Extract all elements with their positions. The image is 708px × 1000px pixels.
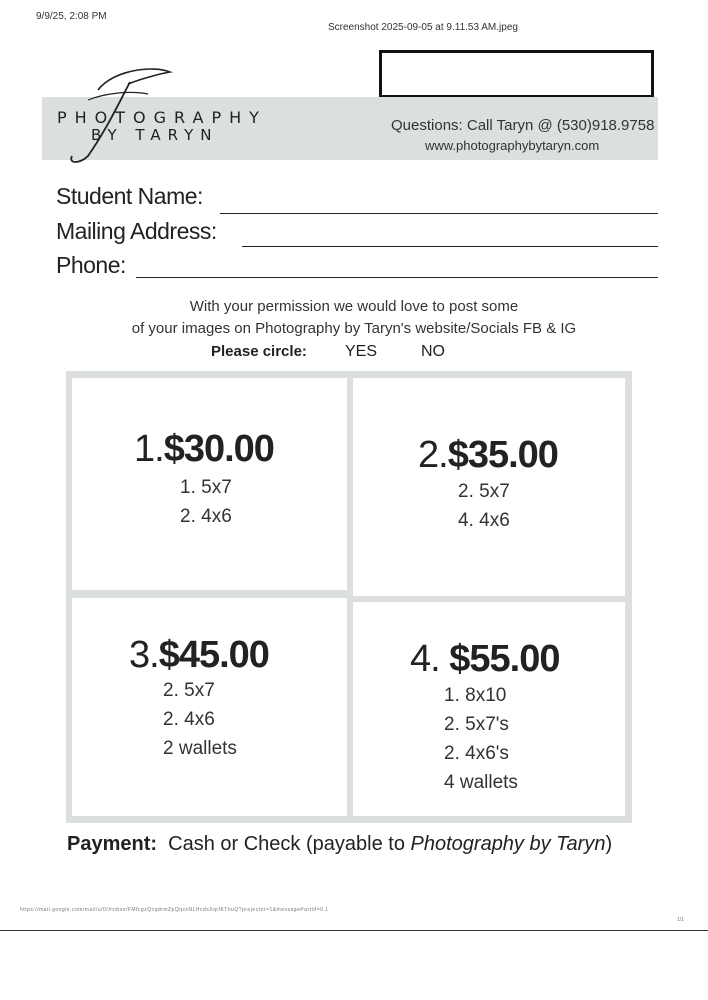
package-1-price: $30.00	[163, 428, 274, 470]
payment-payee: Photography by Taryn	[410, 833, 606, 855]
package-1-title	[134, 428, 274, 471]
footer-page-number: 1/1	[677, 917, 684, 923]
yes-option[interactable]: YES	[345, 343, 378, 360]
payment-text: Cash or Check (payable to	[168, 833, 405, 855]
brand-name: PHOTOGRAPHY	[57, 108, 267, 127]
package-4-item: 1. 8x10	[444, 685, 507, 706]
payment-label: Payment:	[67, 833, 158, 855]
footer-url: https://mail.google.com/mail/u/0/#inbox/FMfcgzQcqdrmZpQqxxNLHcdsXqrfKThuQ?projector=1&messagePartId=0.1	[20, 907, 329, 913]
phone-field[interactable]	[136, 277, 658, 278]
package-2-price: $35.00	[447, 434, 558, 476]
package-2-item: 4. 4x6	[458, 510, 510, 531]
package-1-number: 1.	[134, 428, 164, 470]
package-3-title	[129, 634, 269, 677]
package-4-title	[410, 638, 559, 681]
package-4-item: 2. 5x7's	[444, 714, 509, 735]
office-use-box[interactable]	[379, 50, 654, 98]
permission-line-2: of your images on Photography by Taryn's website/Socials FB & IG	[131, 320, 577, 337]
contact-phone: Questions: Call Taryn @ (530)918.9758	[391, 117, 655, 134]
footer-divider	[0, 930, 708, 931]
package-2-title	[418, 434, 558, 477]
package-3-item: 2. 5x7	[163, 680, 215, 701]
package-3-item: 2 wallets	[163, 738, 237, 759]
package-4-item: 4 wallets	[444, 772, 518, 793]
phone-label: Phone:	[56, 252, 126, 278]
package-1-item: 2. 4x6	[180, 506, 232, 527]
package-3-price: $45.00	[158, 634, 269, 676]
payment-line	[67, 833, 612, 856]
package-1-item: 1. 5x7	[180, 477, 232, 498]
payment-close: )	[605, 833, 613, 855]
student-name-label: Student Name:	[56, 183, 203, 209]
brand-byline: BY TARYN	[91, 126, 219, 144]
student-name-field[interactable]	[220, 213, 658, 214]
please-circle-label: Please circle:	[211, 343, 307, 360]
mailing-address-label: Mailing Address:	[56, 218, 217, 244]
contact-website[interactable]: www.photographybytaryn.com	[425, 138, 600, 153]
package-2-item: 2. 5x7	[458, 481, 510, 502]
package-4-price: $55.00	[449, 638, 560, 680]
package-4-item: 2. 4x6's	[444, 743, 509, 764]
package-2-number: 2.	[418, 434, 448, 476]
package-3-number: 3.	[129, 634, 159, 676]
print-file-title: Screenshot 2025-09-05 at 9.11.53 AM.jpeg	[328, 22, 518, 33]
no-option[interactable]: NO	[421, 343, 445, 360]
mailing-address-field[interactable]	[242, 246, 658, 247]
package-4-number: 4.	[410, 638, 450, 680]
permission-line-1: With your permission we would love to post some	[189, 298, 519, 315]
package-3-item: 2. 4x6	[163, 709, 215, 730]
print-datetime: 9/9/25, 2:08 PM	[36, 11, 107, 22]
